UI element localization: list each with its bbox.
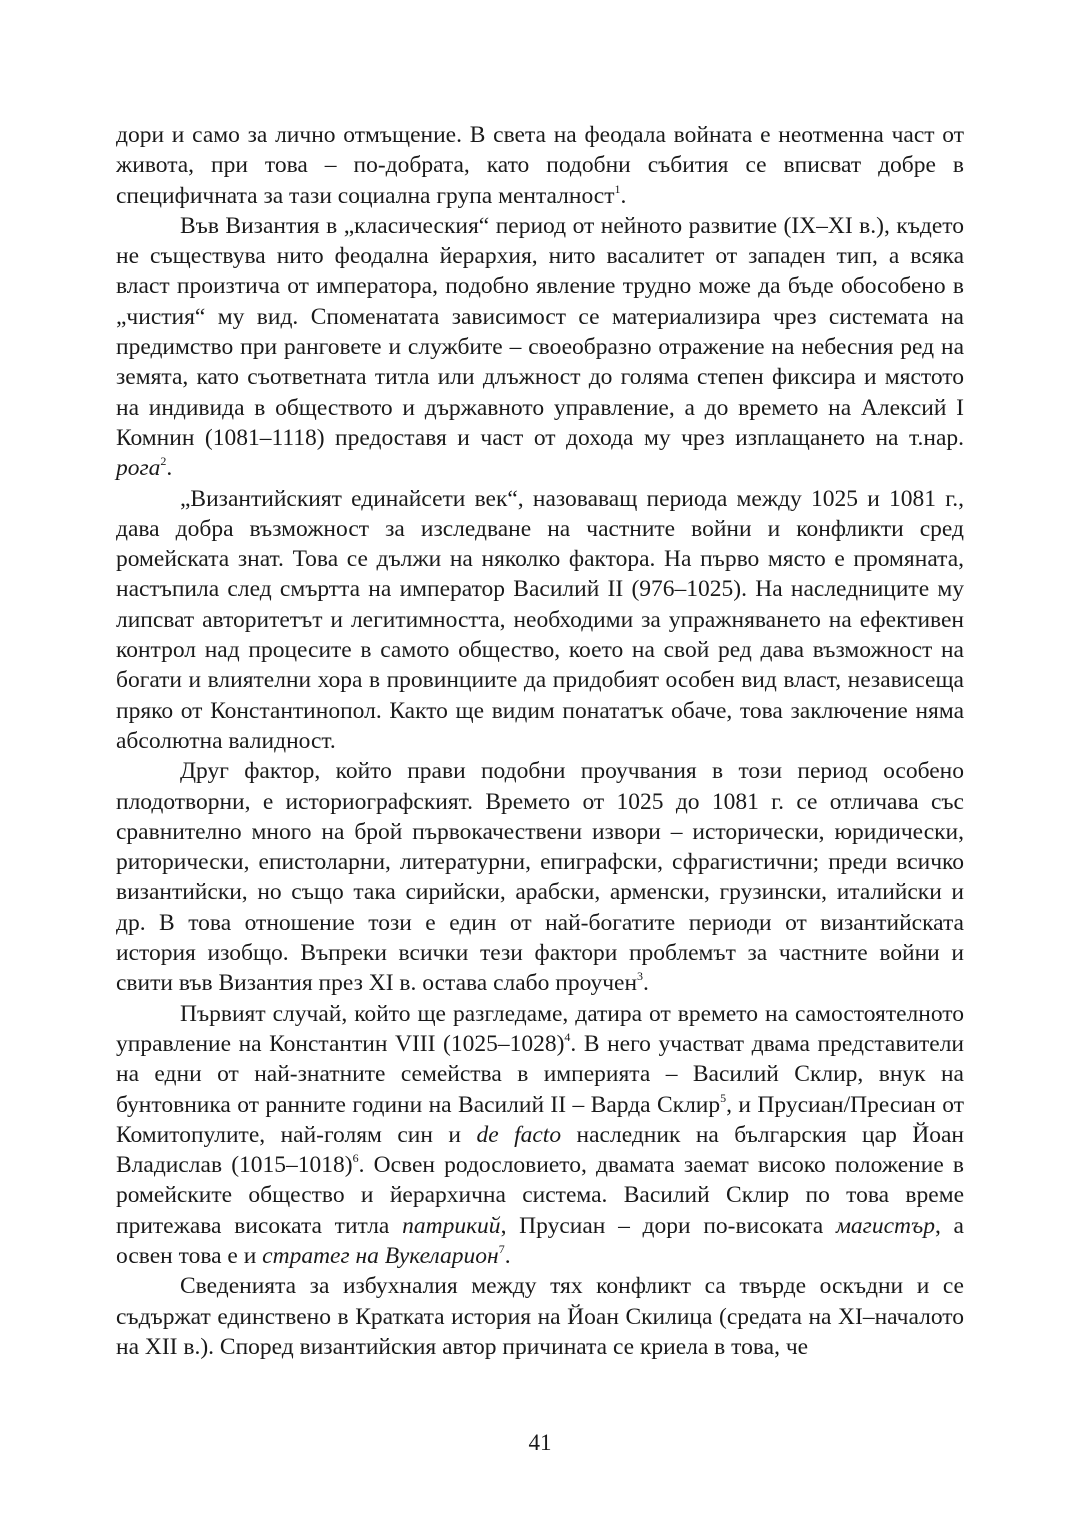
text-run: . <box>620 182 627 209</box>
text-run: Във Византия в „класическия“ период от нейното развитие (IX–XI в.), където не съществува нито феодална йерархия, нито васалитет от западен тип, а всяка власт произтича от императора, подобно явление трудно може да бъде обособено в „чистия“ му вид. Споменатата зависимост се материализира чрез системата на предимство при ранговете и службите – своеобразно отражение на небесния ред на земята, като съответната титла или длъжност до голяма степен фиксира и мястото на индивида в обществото и държавното управление, а до времето на Алексий I Комнин (1081–1118) предоставя и част от дохода му чрез изплащането на т.нар. <box>116 212 964 451</box>
footnote-ref: 4 <box>564 1030 571 1045</box>
paragraph <box>116 120 964 211</box>
text-run: Първият случай, който ще разгледаме, датира от времето на самостоятелното управление на Константин VIII (1025–1028) <box>116 1000 964 1057</box>
italic-term: de facto <box>476 1121 562 1148</box>
footnote-ref: 6 <box>352 1151 359 1166</box>
text-run: . <box>643 970 649 997</box>
text-run: Друг фактор, който прави подобни проучвания в този период особено плодотворни, е историографският. Времето от 1025 до 1081 г. се отличава със сравнително много на брой първокачествени извори – исторически, юридически, риторически, епистоларни, литературни, епиграфски, сфрагистични; преди всичко византийски, но също така сирийски, арабски, арменски, грузински, италийски и др. В това отношение този е един от най-богатите периоди от византийската история изобщо. Въпреки всички тези фактори проблемът за частните войни и свити във Византия през XI в. остава слабо проучен <box>116 758 964 997</box>
body-text <box>116 120 964 1362</box>
paragraph <box>116 756 964 998</box>
footnote-ref: 2 <box>160 454 167 469</box>
text-run: . В него участват двама представители на едни от най-знатните семейства в империята – Василий Склир, внук на бунтовника от ранните години на Василий II – Варда Склир <box>116 1030 964 1118</box>
paragraph <box>116 484 964 757</box>
footnote-ref: 5 <box>720 1090 727 1105</box>
text-run: наследник на българския цар Йоан Владислав (1015–1018) <box>116 1121 965 1179</box>
footnote-ref: 7 <box>498 1242 505 1257</box>
text-run: , а освен това е и <box>116 1212 964 1269</box>
text-run: Сведенията за избухналия между тях конфликт са твърде оскъдни и се съдържат единствено в Кратката история на Йоан Скилица (средата на XI–началото на XII в.). Според византийския автор причината се криела в това, че <box>116 1273 964 1360</box>
italic-term: патрикий <box>402 1212 501 1239</box>
paragraph <box>116 211 964 484</box>
text-run: , и Прусиан/Пресиан от Комитопулите, най-голям син и <box>116 1091 964 1148</box>
text-run: дори и само за лично отмъщение. В света на феодала войната е неотменна част от живота, при това – по-добрата, като подобни събития се вписват добре в специфичната за тази социална група менталност <box>116 122 964 209</box>
footnote-ref: 1 <box>614 181 621 196</box>
text-run: . Освен родословието, двамата заемат високо положение в ромейските общество и йерархична система. Василий Склир по това време притежава високата титла <box>116 1152 964 1239</box>
italic-term: стратег на Вукеларион <box>262 1242 499 1269</box>
text-run: . <box>504 1242 511 1269</box>
paragraph <box>116 999 964 1272</box>
italic-term: магистър <box>835 1212 935 1239</box>
text-run: . <box>166 455 173 482</box>
italic-term: рога <box>116 455 161 482</box>
text-run: „Византийският единайсети век“, назоваващ периода между 1025 и 1081 г., дава добра възможност за изследване на частните войни и конфликти сред ромейската знат. Това се дължи на няколко фактора. На първо място е промяната, настъпила след смъртта на император Василий II (976–1025). На наследниците му липсват авторитетът и легитимността, необходими за упражняването на ефективен контрол над процесите в самото общество, което на свой ред дава възможност на богати и влиятелни хора в провинциите да придобият особен вид власт, независеща пряко от Константинопол. Както ще видим понататък обаче, това заключение няма абсолютна валидност. <box>116 485 964 754</box>
paragraph <box>116 1271 964 1362</box>
page-number: 41 <box>528 1430 552 1455</box>
footnote-ref: 3 <box>637 969 644 984</box>
text-run: , Прусиан – дори по-високата <box>500 1212 836 1239</box>
